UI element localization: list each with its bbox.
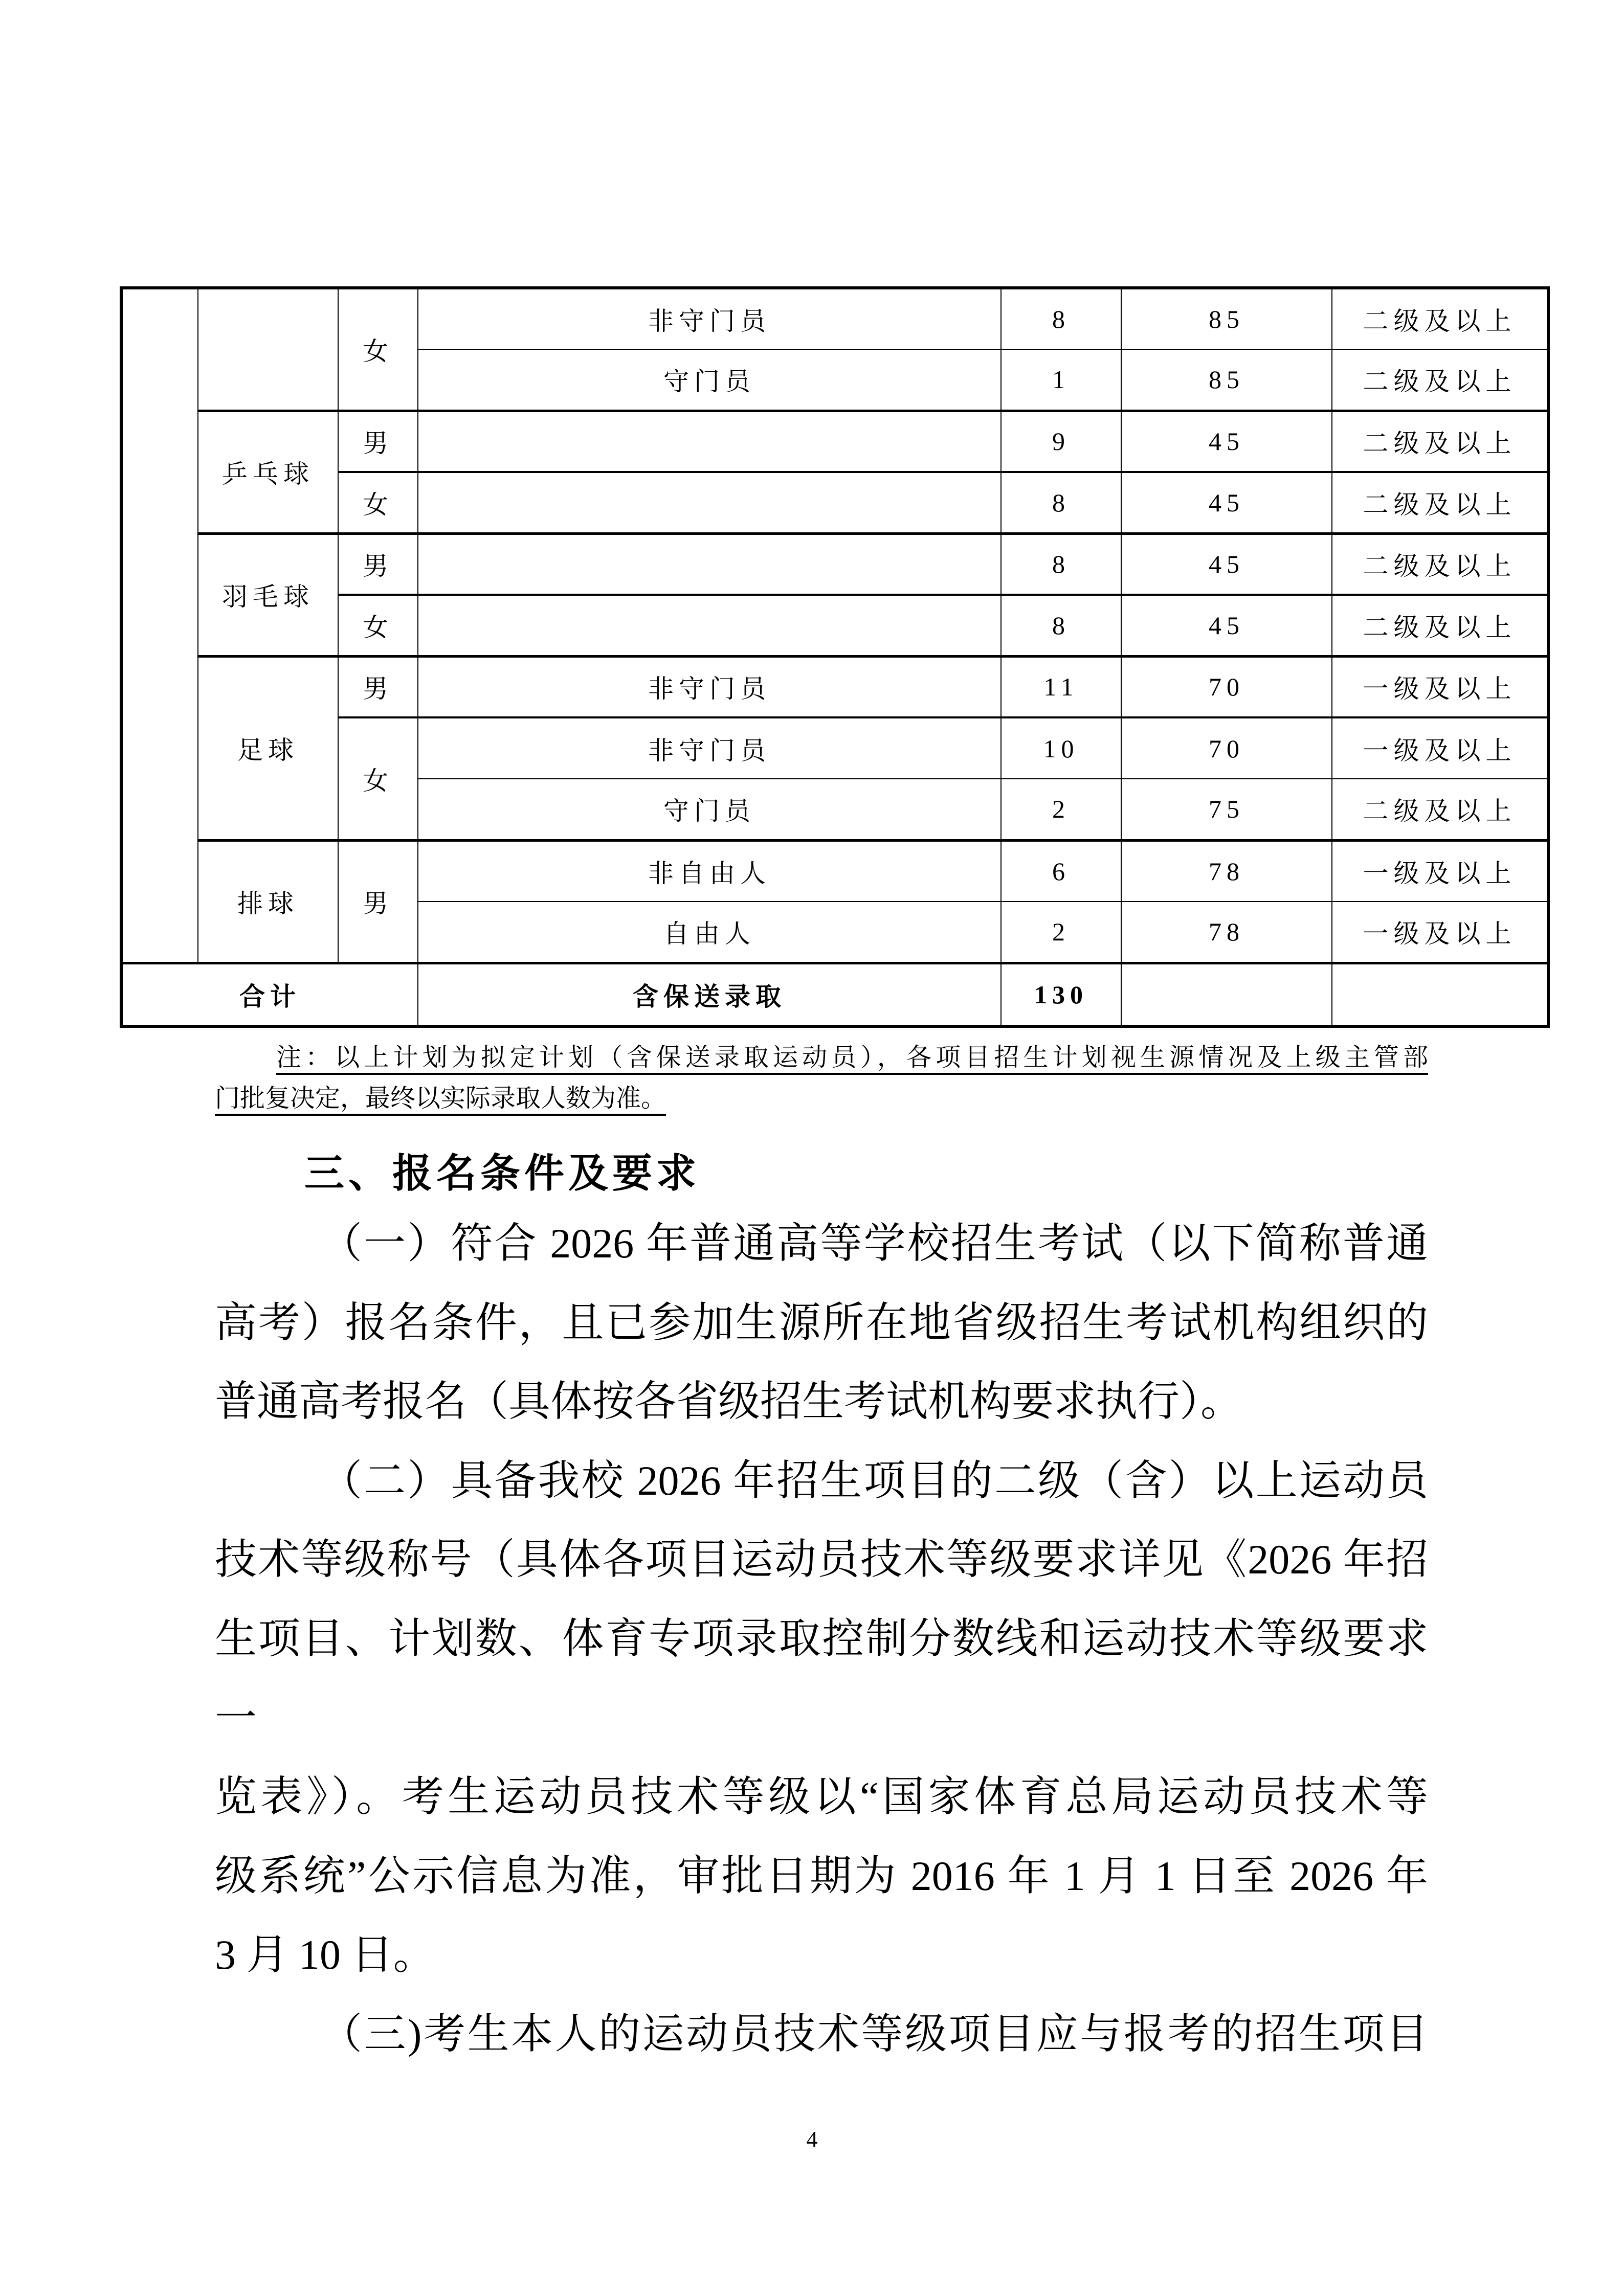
cell-count: 9: [1001, 411, 1121, 472]
cell-sport: 足球: [198, 656, 338, 840]
cell-score: 75: [1121, 779, 1332, 840]
cell-count: 2: [1001, 779, 1121, 840]
table-note: [215, 1037, 1428, 1119]
cell-count: 8: [1001, 472, 1121, 533]
total-row: [121, 963, 1548, 1026]
paragraph-line: 3 月 10 日。: [215, 1931, 435, 1978]
paragraph-line: （一）符合 2026 年普通高等学校招生考试（以下简称普通: [320, 1220, 1428, 1267]
paragraph-line: （三)考生本人的运动员技术等级项目应与报考的招生项目: [320, 2010, 1428, 2057]
cell-sport: 排球: [198, 840, 338, 963]
cell-count: 6: [1001, 840, 1121, 902]
note-line: 注：以上计划为拟定计划（含保送录取运动员），各项目招生计划视生源情况及上级主管部: [276, 1043, 1428, 1071]
cell-gender: 男: [338, 411, 418, 472]
cell-level: 一级及以上: [1332, 717, 1548, 779]
cell-score: 70: [1121, 717, 1332, 779]
table-row: [121, 533, 1548, 595]
cell-position: 守门员: [418, 779, 1001, 840]
cell-position: 自由人: [418, 902, 1001, 963]
total-count-cell: 130: [1001, 963, 1121, 1026]
paragraph-line: 高考）报名条件，且已参加生源所在地省级招生考试机构组织的: [215, 1299, 1428, 1346]
paragraph-line: 生项目、计划数、体育专项录取控制分数线和运动技术等级要求一: [215, 1615, 1428, 1741]
left-span-cell: [121, 288, 198, 963]
page-number: 4: [806, 2127, 818, 2152]
total-level-cell: [1332, 963, 1548, 1026]
cell-level: 一级及以上: [1332, 902, 1548, 963]
cell-count: 8: [1001, 533, 1121, 595]
cell-position: [418, 411, 1001, 472]
total-label-cell: 合计: [121, 963, 418, 1026]
section-heading: 三、报名条件及要求: [304, 1151, 701, 1196]
cell-score: 85: [1121, 349, 1332, 411]
cell-count: 11: [1001, 656, 1121, 717]
table-row: [121, 840, 1548, 902]
cell-score: 78: [1121, 840, 1332, 902]
cell-score: 45: [1121, 595, 1332, 656]
cell-level: 二级及以上: [1332, 533, 1548, 595]
paragraph-line: 级系统”公示信息为准，审批日期为 2016 年 1 月 1 日至 2026 年: [215, 1852, 1428, 1899]
cell-count: 1: [1001, 349, 1121, 411]
cell-position: 非守门员: [418, 717, 1001, 779]
cell-score: 45: [1121, 533, 1332, 595]
cell-level: 二级及以上: [1332, 472, 1548, 533]
cell-level: 二级及以上: [1332, 349, 1548, 411]
cell-level: 二级及以上: [1332, 288, 1548, 349]
cell-gender: 女: [338, 717, 418, 840]
table-row: [121, 411, 1548, 472]
cell-score: 45: [1121, 411, 1332, 472]
cell-sport: [198, 288, 338, 411]
cell-position: [418, 533, 1001, 595]
table-row: [121, 288, 1548, 349]
cell-position: [418, 595, 1001, 656]
cell-count: 8: [1001, 595, 1121, 656]
cell-score: 45: [1121, 472, 1332, 533]
cell-sport: 羽毛球: [198, 533, 338, 656]
cell-position: 守门员: [418, 349, 1001, 411]
cell-position: 非守门员: [418, 656, 1001, 717]
total-position-cell: 含保送录取: [418, 963, 1001, 1026]
cell-count: 2: [1001, 902, 1121, 963]
cell-position: 非自由人: [418, 840, 1001, 902]
cell-score: 70: [1121, 656, 1332, 717]
paragraph-line: （二）具备我校 2026 年招生项目的二级（含）以上运动员: [320, 1457, 1428, 1504]
cell-count: 8: [1001, 288, 1121, 349]
total-score-cell: [1121, 963, 1332, 1026]
table-row: [121, 656, 1548, 717]
cell-position: 非守门员: [418, 288, 1001, 349]
paragraph-line: 技术等级称号（具体各项目运动员技术等级要求详见《2026 年招: [215, 1536, 1428, 1583]
cell-score: 85: [1121, 288, 1332, 349]
cell-gender: 女: [338, 288, 418, 411]
cell-level: 一级及以上: [1332, 840, 1548, 902]
body-text: [215, 1204, 1428, 2074]
cell-gender: 男: [338, 533, 418, 595]
cell-level: 二级及以上: [1332, 779, 1548, 840]
paragraph-line: 普通高考报名（具体按各省级招生考试机构要求执行）。: [215, 1378, 1243, 1425]
paragraph-line: 览表》）。考生运动员技术等级以“国家体育总局运动员技术等: [215, 1773, 1428, 1820]
note-line: 门批复决定，最终以实际录取人数为准。: [215, 1084, 666, 1112]
cell-sport: 乒乓球: [198, 411, 338, 533]
cell-gender: 女: [338, 472, 418, 533]
cell-position: [418, 472, 1001, 533]
enrollment-plan-table: [120, 286, 1550, 1028]
cell-gender: 女: [338, 595, 418, 656]
cell-count: 10: [1001, 717, 1121, 779]
cell-level: 一级及以上: [1332, 656, 1548, 717]
cell-gender: 男: [338, 656, 418, 717]
cell-level: 二级及以上: [1332, 411, 1548, 472]
cell-gender: 男: [338, 840, 418, 963]
cell-score: 78: [1121, 902, 1332, 963]
cell-level: 二级及以上: [1332, 595, 1548, 656]
